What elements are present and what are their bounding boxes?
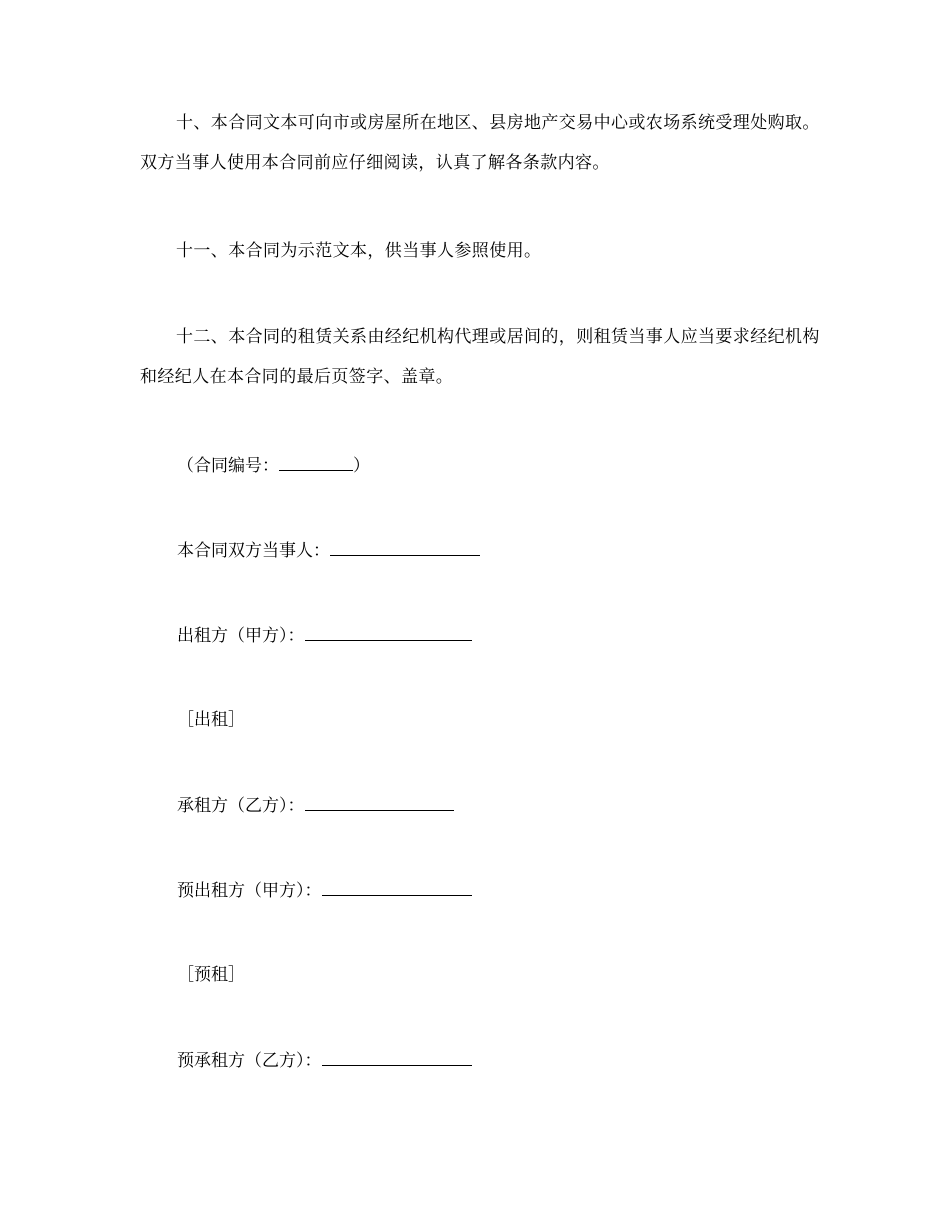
pre-lessee-blank[interactable] — [322, 1048, 472, 1066]
clause-12: 十二、本合同的租赁关系由经纪机构代理或居间的，则租赁当事人应当要求经纪机构和经纪人在本合同的最后页签字、盖章。 — [140, 327, 820, 387]
lessor-line — [177, 623, 472, 648]
lessor-label: 出租方（甲方）： — [177, 626, 305, 646]
pre-lessor-blank[interactable] — [322, 878, 472, 896]
parties-line — [177, 538, 480, 563]
section-prelease: ［预租］ — [177, 965, 245, 985]
lessor-blank[interactable] — [305, 623, 472, 641]
pre-lessee-label: 预承租方（乙方）： — [177, 1051, 322, 1071]
section-lease: ［出租］ — [177, 710, 245, 730]
contract-number-line — [177, 453, 370, 478]
contract-number-blank[interactable] — [279, 453, 353, 471]
contract-number-close: ） — [353, 456, 370, 476]
lessee-line — [177, 793, 454, 818]
pre-lessor-line — [177, 878, 472, 903]
pre-lessee-line — [177, 1048, 472, 1073]
lessee-label: 承租方（乙方）： — [177, 796, 305, 816]
contract-number-label: （合同编号： — [177, 456, 279, 476]
pre-lessor-label: 预出租方（甲方）： — [177, 881, 322, 901]
parties-blank[interactable] — [330, 538, 480, 556]
parties-label: 本合同双方当事人： — [177, 541, 330, 561]
clause-10: 十、本合同文本可向市或房屋所在地区、县房地产交易中心或农场系统受理处购取。双方当事人使用本合同前应仔细阅读，认真了解各条款内容。 — [140, 113, 820, 173]
lessee-blank[interactable] — [305, 793, 454, 811]
clause-11: 十一、本合同为示范文本，供当事人参照使用。 — [176, 241, 542, 261]
